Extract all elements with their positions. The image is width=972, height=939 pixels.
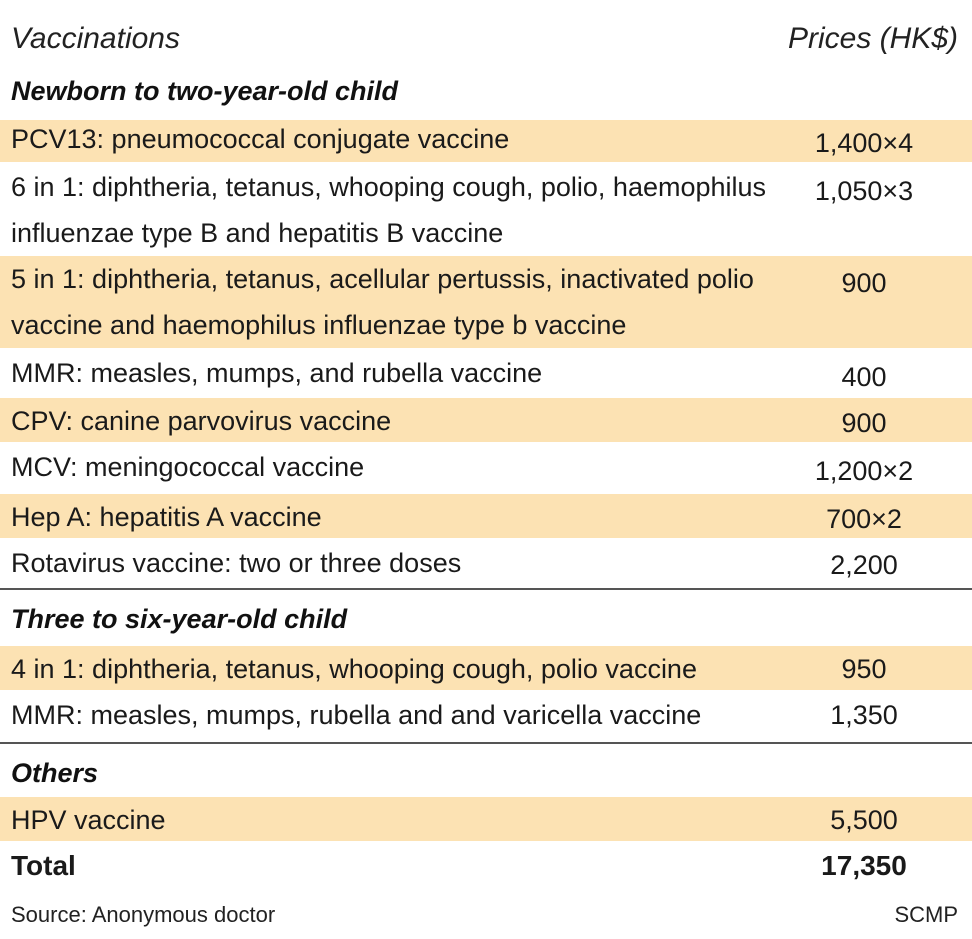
vaccine-price: 400 — [841, 362, 887, 392]
vaccine-name: 4 in 1: diphtheria, tetanus, whooping cough, polio vaccine — [11, 654, 697, 684]
vaccine-name: 6 in 1: diphtheria, tetanus, whooping cough, polio, haemophilus — [11, 172, 767, 202]
vaccine-price: 900 — [841, 268, 887, 298]
vaccine-price: 1,200×2 — [814, 456, 914, 486]
vaccine-name: Rotavirus vaccine: two or three doses — [11, 548, 462, 578]
section-divider — [0, 742, 972, 744]
footer — [0, 895, 972, 935]
column-header-vaccinations: Vaccinations — [11, 22, 180, 55]
table-header — [0, 16, 972, 62]
vaccine-name: MCV: meningococcal vaccine — [11, 452, 365, 482]
vaccine-price: 950 — [841, 654, 887, 684]
vaccine-price: 2,200 — [830, 550, 898, 580]
column-header-prices: Prices (HK$) — [787, 22, 958, 55]
table-row — [0, 444, 972, 492]
total-value: 17,350 — [821, 850, 907, 881]
vaccine-name: CPV: canine parvovirus vaccine — [11, 406, 392, 436]
total-label: Total — [11, 850, 76, 881]
vaccine-price: 1,350 — [830, 700, 898, 730]
table-row — [0, 540, 972, 586]
vaccine-name-continued: influenzae type B and hepatitis B vaccine — [11, 218, 504, 248]
total-row — [0, 843, 972, 889]
table-row — [0, 398, 972, 442]
source-note: Source: Anonymous doctor — [11, 902, 276, 927]
vaccine-name: MMR: measles, mumps, rubella and and varicella vaccine — [11, 700, 702, 730]
table-row — [0, 494, 972, 538]
table-row — [0, 646, 972, 690]
section-title-others: Others — [11, 758, 99, 788]
vaccine-name: Hep A: hepatitis A vaccine — [11, 502, 322, 532]
section-title-three-to-six: Three to six-year-old child — [11, 604, 348, 634]
vaccine-price: 900 — [841, 408, 887, 438]
vaccine-name: MMR: measles, mumps, and rubella vaccine — [11, 358, 543, 388]
vaccine-name-continued: vaccine and haemophilus influenzae type b vaccine — [11, 310, 627, 340]
section-heading — [0, 750, 972, 796]
vaccine-price: 700×2 — [826, 504, 902, 534]
vaccine-price: 1,050×3 — [814, 176, 914, 206]
vaccine-name: 5 in 1: diphtheria, tetanus, acellular pertussis, inactivated polio — [11, 264, 754, 294]
table-row — [0, 692, 972, 738]
section-heading — [0, 596, 972, 642]
table-row — [0, 120, 972, 162]
table-row — [0, 256, 972, 348]
vaccine-name: HPV vaccine — [11, 805, 166, 835]
section-title-newborn: Newborn to two-year-old child — [11, 76, 399, 106]
credit-note: SCMP — [894, 902, 958, 927]
vaccine-price: 5,500 — [830, 805, 898, 835]
vaccine-price: 1,400×4 — [814, 128, 914, 158]
table-row — [0, 350, 972, 396]
table-row — [0, 797, 972, 841]
section-divider — [0, 588, 972, 590]
vaccine-name: PCV13: pneumococcal conjugate vaccine — [11, 124, 510, 154]
section-heading — [0, 68, 972, 114]
table-row — [0, 164, 972, 254]
